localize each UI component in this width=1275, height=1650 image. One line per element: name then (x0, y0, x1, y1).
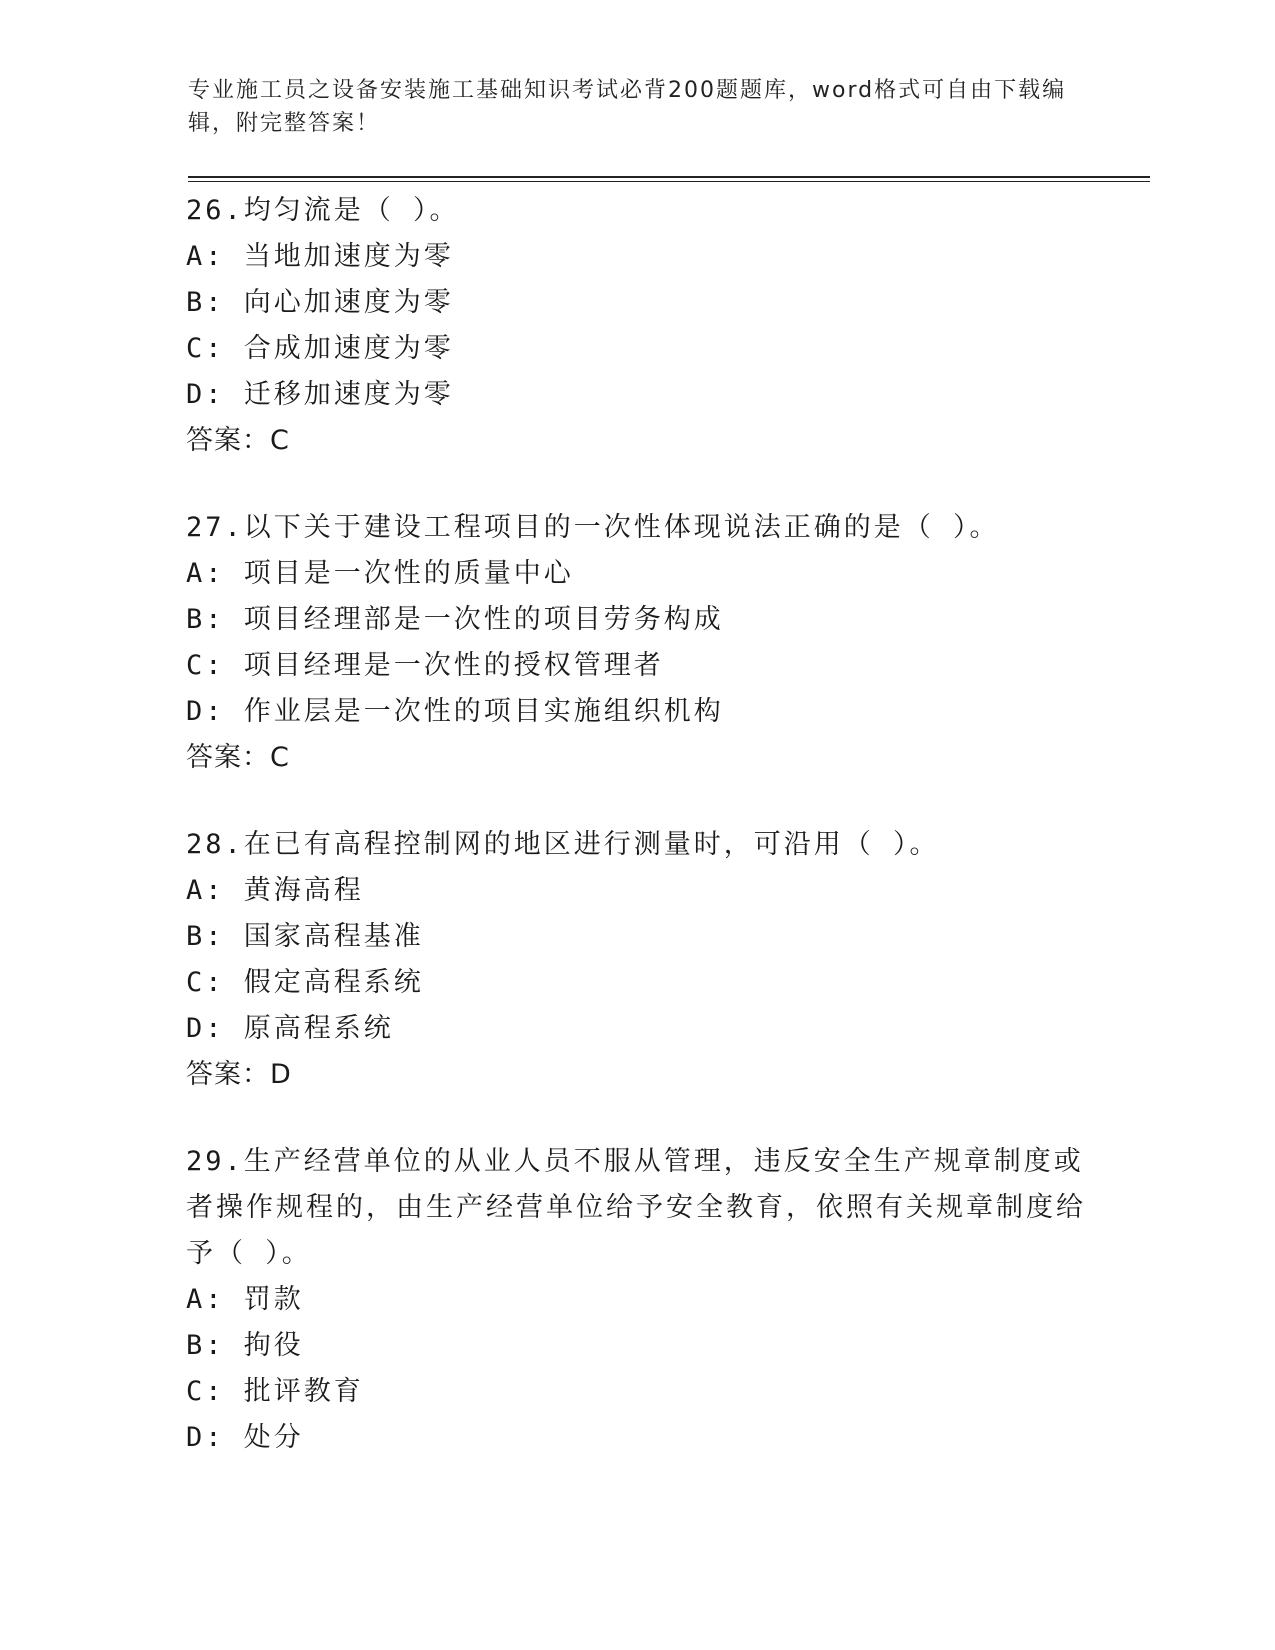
question-text: 26.均匀流是（ ）。 (186, 195, 460, 226)
option-b: B: 国家高程基准 (186, 921, 424, 952)
question-27 (186, 505, 1086, 781)
option-a: A: 项目是一次性的质量中心 (186, 558, 574, 589)
option-b: B: 项目经理部是一次性的项目劳务构成 (186, 604, 724, 635)
question-text: 28.在已有高程控制网的地区进行测量时，可沿用（ ）。 (186, 829, 940, 860)
header-divider-thick (188, 176, 1150, 178)
answer: 答案：D (186, 1059, 292, 1090)
option-d: D: 作业层是一次性的项目实施组织机构 (186, 696, 724, 727)
question-list (186, 188, 1086, 1502)
option-a: A: 当地加速度为零 (186, 241, 454, 272)
option-c: C: 项目经理是一次性的授权管理者 (186, 650, 664, 681)
question-29 (186, 1139, 1086, 1461)
option-d: D: 处分 (186, 1422, 304, 1453)
option-b: B: 向心加速度为零 (186, 287, 454, 318)
option-d: D: 原高程系统 (186, 1013, 394, 1044)
question-text: 29.生产经营单位的从业人员不服从管理，违反安全生产规章制度或者操作规程的，由生产经营单位给予安全教育，依照有关规章制度给予（ ）。 (186, 1146, 1086, 1269)
option-d: D: 迁移加速度为零 (186, 379, 454, 410)
question-text: 27.以下关于建设工程项目的一次性体现说法正确的是（ ）。 (186, 512, 1000, 543)
header-divider-thin (188, 181, 1150, 182)
option-a: A: 黄海高程 (186, 875, 364, 906)
question-26 (186, 188, 1086, 464)
option-c: C: 合成加速度为零 (186, 333, 454, 364)
option-b: B: 拘役 (186, 1330, 304, 1361)
option-a: A: 罚款 (186, 1284, 304, 1315)
option-c: C: 假定高程系统 (186, 967, 424, 998)
question-28 (186, 822, 1086, 1098)
option-c: C: 批评教育 (186, 1376, 364, 1407)
answer: 答案：C (186, 425, 290, 456)
answer: 答案：C (186, 742, 290, 773)
document-header: 专业施工员之设备安装施工基础知识考试必背200题题库，word格式可自由下载编辑，附完整答案！ (188, 78, 1067, 136)
